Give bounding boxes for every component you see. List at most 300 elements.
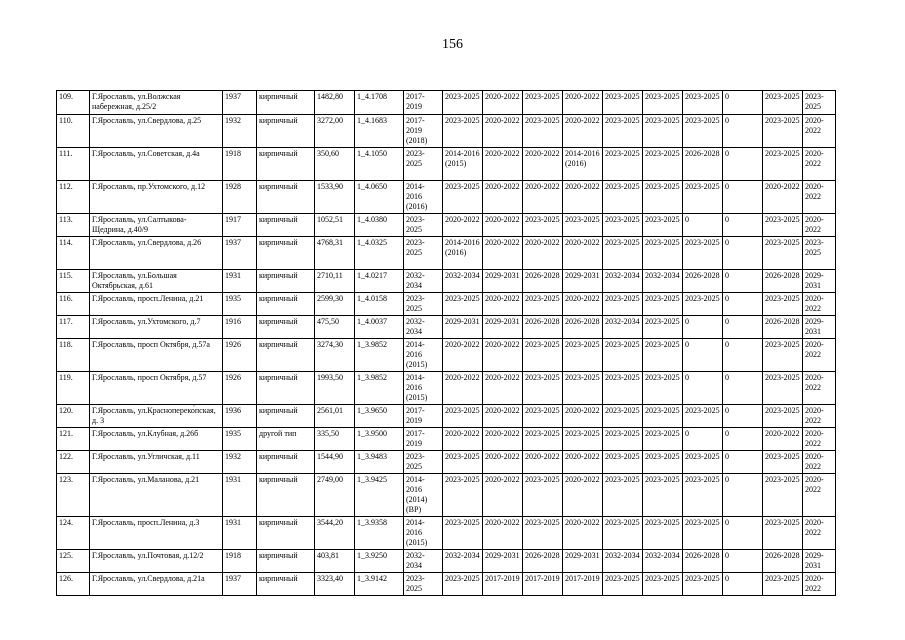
period-cell-8: 2023-2025 — [683, 181, 723, 214]
period-cell-8: 2023-2025 — [683, 115, 723, 148]
period-cell-4: 2023-2025 — [523, 115, 563, 148]
material-cell: кирпичный — [257, 115, 315, 148]
period-cell-10: 2023-2025 — [763, 293, 803, 316]
period-cell-10: 2023-2025 — [763, 474, 803, 517]
period-cell-8: 2026-2028 — [683, 270, 723, 293]
period-cell-9: 0 — [723, 451, 763, 474]
period-cell-3: 2020-2022 — [483, 428, 523, 451]
period-cell-2: 2023-2025 — [443, 474, 483, 517]
period-cell-6: 2032-2034 — [603, 270, 643, 293]
code-cell: 1_3.9500 — [355, 428, 404, 451]
period-cell-9: 0 — [723, 214, 763, 237]
row-number: 115. — [57, 270, 90, 293]
year-cell: 1931 — [223, 270, 257, 293]
period-cell-4: 2023-2025 — [523, 405, 563, 428]
year-cell: 1937 — [223, 237, 257, 270]
period-cell-9: 0 — [723, 428, 763, 451]
period-cell-5: 2026-2028 — [563, 316, 603, 339]
code-cell: 1_3.9650 — [355, 405, 404, 428]
area-cell: 4768,31 — [315, 237, 355, 270]
period-cell-7: 2023-2025 — [643, 293, 683, 316]
address-cell: Г.Ярославль, просп.Ленина, д.3 — [90, 517, 223, 550]
period-cell-5: 2014-2016 (2016) — [563, 148, 603, 181]
code-cell: 1_4.1708 — [355, 91, 404, 115]
period-cell-1: 2017-2019 (2018) — [404, 115, 443, 148]
material-cell: кирпичный — [257, 214, 315, 237]
period-cell-1: 2023-2025 — [404, 451, 443, 474]
period-cell-3: 2020-2022 — [483, 91, 523, 115]
period-cell-9: 0 — [723, 148, 763, 181]
year-cell: 1918 — [223, 550, 257, 573]
period-cell-4: 2017-2019 — [523, 573, 563, 596]
period-cell-6: 2023-2025 — [603, 372, 643, 405]
code-cell: 1_4.0325 — [355, 237, 404, 270]
code-cell: 1_4.1050 — [355, 148, 404, 181]
period-cell-7: 2023-2025 — [643, 405, 683, 428]
period-cell-7: 2023-2025 — [643, 517, 683, 550]
period-cell-7: 2023-2025 — [643, 573, 683, 596]
period-cell-1: 2017-2019 — [404, 91, 443, 115]
period-cell-3: 2020-2022 — [483, 405, 523, 428]
table-row — [57, 214, 836, 237]
year-cell: 1926 — [223, 372, 257, 405]
period-cell-5: 2029-2031 — [563, 550, 603, 573]
period-cell-10: 2023-2025 — [763, 91, 803, 115]
code-cell: 1_3.9358 — [355, 517, 404, 550]
code-cell: 1_3.9142 — [355, 573, 404, 596]
address-cell: Г.Ярославль, ул.Угличская, д.11 — [90, 451, 223, 474]
period-cell-5: 2020-2022 — [563, 451, 603, 474]
period-cell-11: 2020-2022 — [803, 293, 836, 316]
period-cell-10: 2020-2022 — [763, 181, 803, 214]
period-cell-4: 2020-2022 — [523, 148, 563, 181]
row-number: 117. — [57, 316, 90, 339]
period-cell-11: 2020-2022 — [803, 115, 836, 148]
period-cell-1: 2023-2025 — [404, 293, 443, 316]
year-cell: 1932 — [223, 451, 257, 474]
address-cell: Г.Ярославль, ул.Маланова, д.21 — [90, 474, 223, 517]
area-cell: 1993,50 — [315, 372, 355, 405]
period-cell-2: 2023-2025 — [443, 115, 483, 148]
period-cell-1: 2014-2016 (2015) — [404, 372, 443, 405]
period-cell-4: 2020-2022 — [523, 237, 563, 270]
period-cell-6: 2023-2025 — [603, 91, 643, 115]
period-cell-4: 2023-2025 — [523, 474, 563, 517]
period-cell-4: 2023-2025 — [523, 372, 563, 405]
year-cell: 1931 — [223, 517, 257, 550]
period-cell-9: 0 — [723, 316, 763, 339]
row-number: 112. — [57, 181, 90, 214]
period-cell-6: 2023-2025 — [603, 237, 643, 270]
period-cell-5: 2020-2022 — [563, 91, 603, 115]
area-cell: 1544,90 — [315, 451, 355, 474]
row-number: 126. — [57, 573, 90, 596]
period-cell-7: 2032-2034 — [643, 550, 683, 573]
row-number: 125. — [57, 550, 90, 573]
table-row — [57, 270, 836, 293]
period-cell-9: 0 — [723, 181, 763, 214]
period-cell-3: 2017-2019 — [483, 573, 523, 596]
area-cell: 1533,90 — [315, 181, 355, 214]
material-cell: кирпичный — [257, 237, 315, 270]
period-cell-5: 2020-2022 — [563, 293, 603, 316]
table-row — [57, 339, 836, 372]
address-cell: Г.Ярославль, ул.Салтыкова-Щедрина, д.40/9 — [90, 214, 223, 237]
area-cell: 2599,30 — [315, 293, 355, 316]
address-cell: Г.Ярославль, ул.Краснопереко́пская, д. 3 — [90, 405, 223, 428]
period-cell-3: 2029-2031 — [483, 270, 523, 293]
code-cell: 1_4.0380 — [355, 214, 404, 237]
period-cell-2: 2032-2034 — [443, 270, 483, 293]
period-cell-6: 2023-2025 — [603, 293, 643, 316]
period-cell-7: 2023-2025 — [643, 339, 683, 372]
period-cell-6: 2023-2025 — [603, 181, 643, 214]
register-table — [56, 90, 836, 596]
material-cell: кирпичный — [257, 405, 315, 428]
period-cell-3: 2029-2031 — [483, 550, 523, 573]
area-cell: 475,50 — [315, 316, 355, 339]
period-cell-7: 2023-2025 — [643, 451, 683, 474]
address-cell: Г.Ярославль, ул.Волжская набережная, д.25/2 — [90, 91, 223, 115]
material-cell: кирпичный — [257, 316, 315, 339]
row-number: 109. — [57, 91, 90, 115]
row-number: 113. — [57, 214, 90, 237]
period-cell-1: 2023-2025 — [404, 148, 443, 181]
area-cell: 3544,20 — [315, 517, 355, 550]
year-cell: 1936 — [223, 405, 257, 428]
period-cell-8: 0 — [683, 316, 723, 339]
period-cell-1: 2023-2025 — [404, 237, 443, 270]
period-cell-5: 2023-2025 — [563, 339, 603, 372]
material-cell: кирпичный — [257, 270, 315, 293]
period-cell-9: 0 — [723, 293, 763, 316]
period-cell-11: 2023-2025 — [803, 237, 836, 270]
period-cell-3: 2020-2022 — [483, 181, 523, 214]
address-cell: Г.Ярославль, просп Октября, д.57а — [90, 339, 223, 372]
period-cell-5: 2023-2025 — [563, 372, 603, 405]
period-cell-11: 2029-2031 — [803, 316, 836, 339]
period-cell-11: 2020-2022 — [803, 428, 836, 451]
period-cell-4: 2026-2028 — [523, 316, 563, 339]
table-row — [57, 115, 836, 148]
period-cell-6: 2023-2025 — [603, 339, 643, 372]
area-cell: 2749,00 — [315, 474, 355, 517]
row-number: 116. — [57, 293, 90, 316]
period-cell-10: 2023-2025 — [763, 148, 803, 181]
code-cell: 1_4.0650 — [355, 181, 404, 214]
period-cell-7: 2023-2025 — [643, 428, 683, 451]
period-cell-10: 2020-2022 — [763, 428, 803, 451]
period-cell-7: 2023-2025 — [643, 372, 683, 405]
period-cell-4: 2023-2025 — [523, 293, 563, 316]
period-cell-7: 2023-2025 — [643, 214, 683, 237]
period-cell-2: 2020-2022 — [443, 372, 483, 405]
period-cell-9: 0 — [723, 550, 763, 573]
period-cell-4: 2023-2025 — [523, 428, 563, 451]
period-cell-5: 2020-2022 — [563, 474, 603, 517]
period-cell-5: 2029-2031 — [563, 270, 603, 293]
code-cell: 1_3.9250 — [355, 550, 404, 573]
period-cell-11: 2020-2022 — [803, 573, 836, 596]
period-cell-2: 2020-2022 — [443, 339, 483, 372]
table-row — [57, 573, 836, 596]
row-number: 124. — [57, 517, 90, 550]
address-cell: Г.Ярославль, ул.Свердлова, д.21а — [90, 573, 223, 596]
period-cell-11: 2020-2022 — [803, 148, 836, 181]
period-cell-2: 2023-2025 — [443, 451, 483, 474]
period-cell-4: 2023-2025 — [523, 517, 563, 550]
period-cell-8: 2023-2025 — [683, 474, 723, 517]
period-cell-9: 0 — [723, 270, 763, 293]
address-cell: Г.Ярославль, ул.Ухтомского, д.7 — [90, 316, 223, 339]
period-cell-8: 2023-2025 — [683, 91, 723, 115]
table-row — [57, 517, 836, 550]
period-cell-11: 2020-2022 — [803, 517, 836, 550]
area-cell: 350,60 — [315, 148, 355, 181]
area-cell: 3274,30 — [315, 339, 355, 372]
period-cell-1: 2014-2016 (2014) (ВР) — [404, 474, 443, 517]
table-row — [57, 405, 836, 428]
period-cell-5: 2020-2022 — [563, 181, 603, 214]
area-cell: 3272,00 — [315, 115, 355, 148]
year-cell: 1926 — [223, 339, 257, 372]
period-cell-3: 2020-2022 — [483, 237, 523, 270]
period-cell-8: 0 — [683, 372, 723, 405]
period-cell-8: 0 — [683, 339, 723, 372]
area-cell: 1482,80 — [315, 91, 355, 115]
row-number: 110. — [57, 115, 90, 148]
period-cell-4: 2026-2028 — [523, 270, 563, 293]
period-cell-3: 2020-2022 — [483, 372, 523, 405]
period-cell-8: 2023-2025 — [683, 573, 723, 596]
period-cell-5: 2020-2022 — [563, 237, 603, 270]
period-cell-7: 2023-2025 — [643, 474, 683, 517]
period-cell-7: 2023-2025 — [643, 91, 683, 115]
period-cell-2: 2023-2025 — [443, 91, 483, 115]
period-cell-6: 2023-2025 — [603, 451, 643, 474]
address-cell: Г.Ярославль, просп.Ленина, д.21 — [90, 293, 223, 316]
material-cell: кирпичный — [257, 517, 315, 550]
period-cell-1: 2032-2034 — [404, 550, 443, 573]
period-cell-11: 2020-2022 — [803, 214, 836, 237]
period-cell-6: 2023-2025 — [603, 428, 643, 451]
period-cell-9: 0 — [723, 405, 763, 428]
code-cell: 1_4.0217 — [355, 270, 404, 293]
row-number: 120. — [57, 405, 90, 428]
period-cell-8: 0 — [683, 428, 723, 451]
code-cell: 1_3.9425 — [355, 474, 404, 517]
period-cell-1: 2023-2025 — [404, 573, 443, 596]
period-cell-7: 2023-2025 — [643, 181, 683, 214]
period-cell-9: 0 — [723, 339, 763, 372]
period-cell-10: 2023-2025 — [763, 237, 803, 270]
period-cell-8: 0 — [683, 214, 723, 237]
year-cell: 1918 — [223, 148, 257, 181]
period-cell-10: 2023-2025 — [763, 214, 803, 237]
period-cell-9: 0 — [723, 517, 763, 550]
period-cell-6: 2032-2034 — [603, 550, 643, 573]
code-cell: 1_3.9852 — [355, 339, 404, 372]
period-cell-9: 0 — [723, 237, 763, 270]
row-number: 114. — [57, 237, 90, 270]
period-cell-6: 2023-2025 — [603, 405, 643, 428]
period-cell-7: 2023-2025 — [643, 316, 683, 339]
period-cell-3: 2029-2031 — [483, 316, 523, 339]
period-cell-5: 2023-2025 — [563, 428, 603, 451]
address-cell: Г.Ярославль, ул.Клубная, д.26б — [90, 428, 223, 451]
period-cell-8: 2026-2028 — [683, 148, 723, 181]
table-row — [57, 148, 836, 181]
material-cell: другой тип — [257, 428, 315, 451]
period-cell-9: 0 — [723, 91, 763, 115]
period-cell-2: 2023-2025 — [443, 517, 483, 550]
year-cell: 1928 — [223, 181, 257, 214]
address-cell: Г.Ярославль, пр.Ухтомского, д.12 — [90, 181, 223, 214]
period-cell-6: 2023-2025 — [603, 474, 643, 517]
address-cell: Г.Ярославль, ул.Свердлова, д.25 — [90, 115, 223, 148]
material-cell: кирпичный — [257, 91, 315, 115]
address-cell: Г.Ярославль, ул.Свердлова, д.26 — [90, 237, 223, 270]
period-cell-6: 2023-2025 — [603, 214, 643, 237]
period-cell-2: 2029-2031 — [443, 316, 483, 339]
period-cell-5: 2020-2022 — [563, 405, 603, 428]
area-cell: 3323,40 — [315, 573, 355, 596]
period-cell-7: 2032-2034 — [643, 270, 683, 293]
area-cell: 2710,11 — [315, 270, 355, 293]
code-cell: 1_4.0037 — [355, 316, 404, 339]
period-cell-10: 2023-2025 — [763, 517, 803, 550]
period-cell-5: 2020-2022 — [563, 517, 603, 550]
material-cell: кирпичный — [257, 148, 315, 181]
period-cell-1: 2014-2016 (2015) — [404, 517, 443, 550]
table-row — [57, 293, 836, 316]
period-cell-10: 2026-2028 — [763, 270, 803, 293]
period-cell-1: 2023-2025 — [404, 214, 443, 237]
period-cell-7: 2023-2025 — [643, 115, 683, 148]
period-cell-3: 2020-2022 — [483, 474, 523, 517]
period-cell-7: 2023-2025 — [643, 148, 683, 181]
year-cell: 1935 — [223, 428, 257, 451]
year-cell: 1932 — [223, 115, 257, 148]
area-cell: 403,81 — [315, 550, 355, 573]
material-cell: кирпичный — [257, 550, 315, 573]
period-cell-9: 0 — [723, 115, 763, 148]
area-cell: 335,50 — [315, 428, 355, 451]
table-row — [57, 428, 836, 451]
year-cell: 1937 — [223, 573, 257, 596]
period-cell-1: 2014-2016 (2015) — [404, 339, 443, 372]
period-cell-11: 2020-2022 — [803, 372, 836, 405]
period-cell-10: 2023-2025 — [763, 115, 803, 148]
period-cell-2: 2020-2022 — [443, 214, 483, 237]
period-cell-4: 2023-2025 — [523, 339, 563, 372]
code-cell: 1_3.9852 — [355, 372, 404, 405]
row-number: 111. — [57, 148, 90, 181]
table-row — [57, 91, 836, 115]
year-cell: 1917 — [223, 214, 257, 237]
period-cell-6: 2032-2034 — [603, 316, 643, 339]
table-row — [57, 451, 836, 474]
year-cell: 1937 — [223, 91, 257, 115]
period-cell-1: 2014-2016 (2016) — [404, 181, 443, 214]
area-cell: 2561,01 — [315, 405, 355, 428]
period-cell-9: 0 — [723, 474, 763, 517]
period-cell-3: 2020-2022 — [483, 293, 523, 316]
row-number: 123. — [57, 474, 90, 517]
period-cell-8: 2026-2028 — [683, 550, 723, 573]
material-cell: кирпичный — [257, 573, 315, 596]
period-cell-8: 2023-2025 — [683, 237, 723, 270]
period-cell-5: 2023-2025 — [563, 214, 603, 237]
period-cell-3: 2020-2022 — [483, 214, 523, 237]
period-cell-9: 0 — [723, 573, 763, 596]
period-cell-8: 2023-2025 — [683, 293, 723, 316]
period-cell-10: 2026-2028 — [763, 316, 803, 339]
table-body — [57, 91, 836, 596]
period-cell-10: 2023-2025 — [763, 451, 803, 474]
material-cell: кирпичный — [257, 181, 315, 214]
period-cell-6: 2023-2025 — [603, 573, 643, 596]
period-cell-10: 2026-2028 — [763, 550, 803, 573]
material-cell: кирпичный — [257, 451, 315, 474]
period-cell-11: 2020-2022 — [803, 451, 836, 474]
period-cell-11: 2020-2022 — [803, 405, 836, 428]
period-cell-6: 2023-2025 — [603, 115, 643, 148]
period-cell-7: 2023-2025 — [643, 237, 683, 270]
period-cell-3: 2020-2022 — [483, 451, 523, 474]
year-cell: 1935 — [223, 293, 257, 316]
material-cell: кирпичный — [257, 293, 315, 316]
table-row — [57, 372, 836, 405]
period-cell-10: 2023-2025 — [763, 339, 803, 372]
address-cell: Г.Ярославль, ул.Советская, д.4а — [90, 148, 223, 181]
period-cell-2: 2032-2034 — [443, 550, 483, 573]
period-cell-2: 2014-2016 (2016) — [443, 237, 483, 270]
period-cell-2: 2023-2025 — [443, 405, 483, 428]
period-cell-11: 2020-2022 — [803, 474, 836, 517]
period-cell-8: 2023-2025 — [683, 451, 723, 474]
material-cell: кирпичный — [257, 372, 315, 405]
period-cell-5: 2020-2022 — [563, 115, 603, 148]
row-number: 119. — [57, 372, 90, 405]
area-cell: 1052,51 — [315, 214, 355, 237]
period-cell-1: 2017-2019 — [404, 405, 443, 428]
period-cell-3: 2020-2022 — [483, 115, 523, 148]
period-cell-9: 0 — [723, 372, 763, 405]
period-cell-11: 2020-2022 — [803, 181, 836, 214]
period-cell-5: 2017-2019 — [563, 573, 603, 596]
period-cell-11: 2029-2031 — [803, 270, 836, 293]
period-cell-1: 2032-2034 — [404, 270, 443, 293]
period-cell-3: 2020-2022 — [483, 517, 523, 550]
code-cell: 1_3.9483 — [355, 451, 404, 474]
period-cell-2: 2023-2025 — [443, 181, 483, 214]
period-cell-10: 2023-2025 — [763, 573, 803, 596]
period-cell-4: 2020-2022 — [523, 181, 563, 214]
address-cell: Г.Ярославль, ул.Большая Октябрьская, д.61 — [90, 270, 223, 293]
period-cell-2: 2020-2022 — [443, 428, 483, 451]
period-cell-4: 2020-2022 — [523, 451, 563, 474]
period-cell-4: 2023-2025 — [523, 91, 563, 115]
row-number: 118. — [57, 339, 90, 372]
period-cell-1: 2032-2034 — [404, 316, 443, 339]
code-cell: 1_4.1683 — [355, 115, 404, 148]
table-row — [57, 316, 836, 339]
period-cell-10: 2023-2025 — [763, 405, 803, 428]
period-cell-2: 2014-2016 (2015) — [443, 148, 483, 181]
material-cell: кирпичный — [257, 339, 315, 372]
row-number: 122. — [57, 451, 90, 474]
